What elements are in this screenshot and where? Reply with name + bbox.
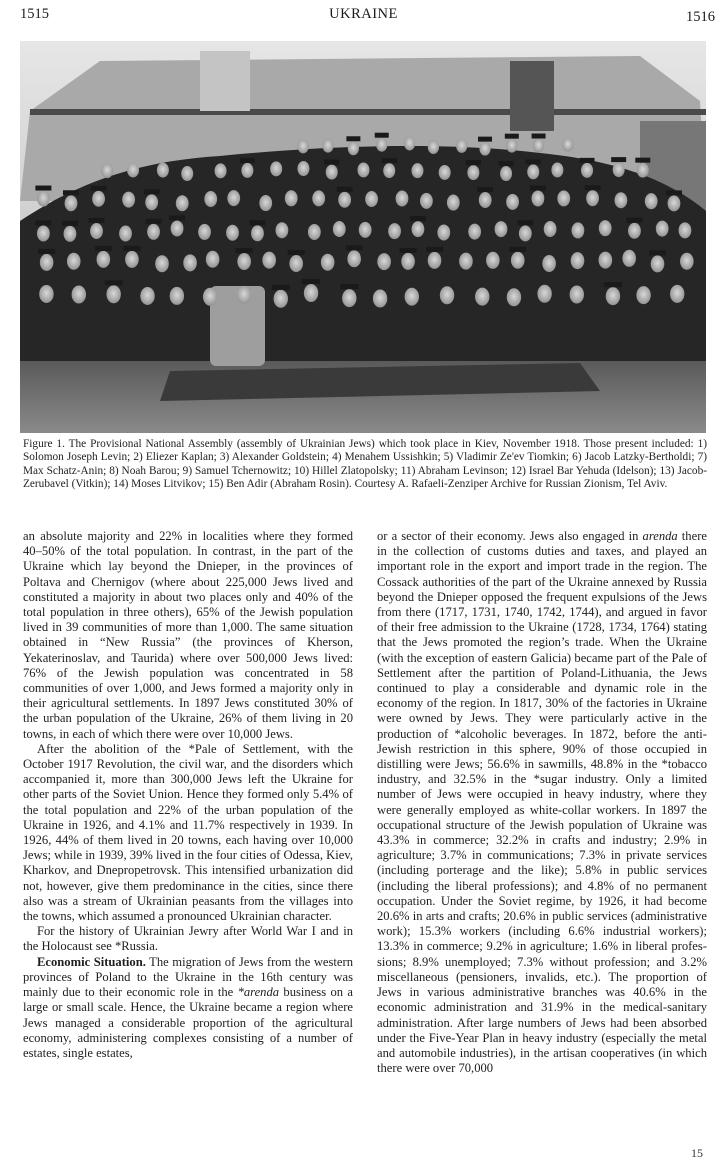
face: [428, 140, 439, 154]
face: [479, 142, 490, 156]
text-column-right: [377, 529, 707, 1076]
face: [551, 162, 563, 177]
hat: [426, 247, 443, 252]
face: [147, 224, 160, 240]
face: [396, 191, 409, 207]
face: [226, 225, 239, 241]
face: [557, 190, 570, 206]
face: [72, 285, 86, 303]
face: [377, 253, 391, 270]
hat: [478, 137, 492, 142]
face: [312, 190, 325, 206]
face: [365, 191, 378, 207]
hat: [123, 246, 140, 251]
text-column-left: [23, 529, 353, 1061]
face: [373, 289, 387, 307]
hat: [604, 282, 622, 287]
face: [37, 191, 50, 207]
paragraph-economic-situation: [23, 955, 353, 1061]
face: [326, 165, 338, 180]
face: [411, 163, 423, 178]
face: [475, 288, 489, 306]
hat: [272, 285, 290, 290]
hat: [288, 250, 305, 255]
face: [570, 286, 584, 304]
face: [656, 221, 669, 237]
running-title: UKRAINE: [329, 6, 398, 22]
face: [519, 225, 532, 241]
hat: [410, 216, 426, 221]
face: [645, 193, 658, 209]
paragraph: an absolute majority and 22% in localities where they formed 40–50% of the total population. In contrast, in the part of the Ukraine which lay beyond the Dnieper, in the provinces of Poltava and Chernigov (where about 225,000 Jews lived and constituted a majority in about two places only and 40% of the total population in three others), 65% of the Jewish population lived in 39 communities of more than 1,000. The same situation obtained in “New Russia” (the provinces of Kherson, Yekaterinoslav, and Taurida) where over 500,000 Jews lived: 76% of the Jewish population was concentrated in 58 communities of over 1,000, and Jews formed a majority only in their agricultural settlements. In 1897 Jews constituted 30% of the urban population of the Ukraine, 26% of them living in 20 towns, in each of which there were over 10,000 Jews.: [23, 529, 353, 741]
face: [456, 139, 467, 153]
face: [599, 220, 612, 236]
face: [468, 224, 481, 240]
face: [274, 290, 288, 308]
hat: [340, 284, 358, 289]
face: [401, 253, 415, 270]
hat: [530, 185, 546, 190]
hat: [517, 220, 533, 225]
italic-term: *arenda: [237, 985, 280, 1000]
face: [437, 224, 450, 240]
face: [298, 139, 309, 153]
face: [92, 191, 105, 207]
face: [614, 192, 627, 208]
hat: [346, 136, 360, 141]
face: [145, 194, 158, 210]
face: [500, 166, 512, 181]
face: [606, 287, 620, 305]
face: [308, 224, 321, 240]
hat: [526, 159, 541, 164]
face: [637, 163, 649, 178]
face: [90, 223, 103, 239]
face: [412, 221, 425, 237]
face: [297, 161, 309, 176]
hat: [337, 187, 353, 192]
face: [289, 255, 303, 272]
face: [65, 195, 78, 211]
face: [447, 195, 460, 211]
face: [651, 255, 665, 272]
face: [157, 163, 169, 178]
hat: [505, 134, 519, 139]
face: [440, 286, 454, 304]
face: [532, 190, 545, 206]
face: [613, 162, 625, 177]
face: [127, 162, 139, 177]
hat: [532, 134, 546, 139]
hat: [324, 160, 339, 165]
text-run: or a sector of their economy. Jews also engaged in: [377, 529, 643, 543]
hat: [666, 190, 682, 195]
face: [495, 221, 508, 237]
face: [215, 163, 227, 178]
hat: [400, 248, 417, 253]
face: [155, 255, 169, 272]
hat: [62, 221, 78, 226]
face: [670, 285, 684, 303]
face: [259, 195, 272, 211]
face: [40, 254, 54, 271]
text-run: business on a large or small scale. Hence, the Ukraine became a region where Jews managed a considerable proportion of the agricultural economy, administering complexes consisting of a number of estates, single estates,: [23, 985, 353, 1060]
hat: [375, 133, 389, 138]
face: [206, 251, 220, 268]
hat: [477, 187, 493, 192]
hat: [585, 185, 601, 190]
hat: [35, 186, 51, 191]
face: [183, 254, 197, 271]
hat: [236, 248, 253, 253]
text-run: there in the collection of customs duties and taxes, and played an important role in the export and import trade in the region. The Cossack authorities of the part of the Ukraine annexed by Russia beyond the Dnieper opposed the frequent expulsions of the Jews from there (1717, 1731, 1740, 1742, 1744), and argued in favor of their free admission to the Ukraine (1728, 1734, 1764) stating that the Jews promoted the region’s trade. When the Ukraine (with the exception of eastern Galicia) became part of the Pale of Settlement after the partition of Poland-Lithuania, the Jews continued to play a considerable and dynamic role in the economy of the region. In 1817, 30% of the factories in Ukraine were owned by Jews. They were particularly active in the production of *alcoholic beverages. In 1872, before the anti-Jewish restriction in this sphere, 90% of those occupied in distilling were Jews; 56.6% in sawmills, 48.8% in the *tobacco industry, and 32.5% in the *sugar industry. Only a limited number of Jews were occupied in heavy industry, where they were generally employed as white-collar workers. In 1897 the occupational structure of the Jewish population of Ukraine was 43.3% in commerce; 32.2% in crafts and industry; 2.9% in agriculture; 3.7% in communications; 7.3% in private services (including porterage and the like); 5.8% in public services (including the liberal professions); and 4.8% of no permanent occupation. Under the Soviet regime, by 1926, it had become 20.6% in arts and crafts; 20.6% in public services (administrative work); 15.3% workers (including 6.6% industrial workers); 13.3% in commerce; 9.2% in agriculture; 1.6% in liberal professions; 8.9% unemployed; 7.3% without profession; and 3.2% miscellaneous (pensioners, invalids, etc.). The proportion of Jews in various administrative branches was 40.6% in the economic administration and 31.9% in the medical-sanitary administration. After large numbers of Jews had been absorbed under the Five-Year Plan in heavy industry (especially the metal and automobile industries), in the artisan cooperatives (in which there were over 70,000: [377, 529, 707, 1076]
hat: [382, 158, 397, 163]
hat: [635, 158, 650, 163]
face: [459, 253, 473, 270]
hat: [626, 218, 642, 223]
photo-illustration: [20, 41, 706, 433]
face: [506, 194, 519, 210]
hat: [249, 220, 265, 225]
face: [533, 139, 544, 153]
face: [404, 136, 415, 150]
face: [581, 163, 593, 178]
hat: [649, 250, 666, 255]
face: [506, 139, 517, 153]
face: [359, 222, 372, 238]
face: [270, 161, 282, 176]
face: [237, 253, 251, 270]
folio-number: 15: [691, 1146, 703, 1160]
paragraph: For the history of Ukrainian Jewry after World War I and in the Holocaust see *Russia.: [23, 924, 353, 954]
hat: [466, 160, 481, 165]
face: [680, 253, 694, 270]
face: [122, 192, 135, 208]
face: [527, 164, 539, 179]
hat: [611, 157, 626, 162]
hat: [580, 158, 595, 163]
face: [106, 285, 120, 303]
face: [342, 289, 356, 307]
assembly-photograph: [20, 41, 706, 433]
face: [170, 287, 184, 305]
face: [64, 226, 77, 242]
face: [511, 252, 525, 269]
hat: [146, 219, 162, 224]
hat: [346, 245, 363, 250]
face: [251, 225, 264, 241]
face: [571, 252, 585, 269]
face: [348, 141, 359, 155]
paragraph: [377, 529, 707, 1076]
face: [321, 254, 335, 271]
face: [507, 288, 521, 306]
face: [140, 287, 154, 305]
hat: [105, 280, 123, 285]
face: [276, 222, 289, 238]
face: [586, 190, 599, 206]
face: [171, 220, 184, 236]
face: [636, 286, 650, 304]
page-number-left: 1515: [20, 6, 49, 22]
paragraph: After the abolition of the *Pale of Settlement, with the October 1917 Revolution, the civil war, and the disorders which accompanied it, more than 300,000 Jews left the Ukraine for other parts of the Soviet Union. Hence they formed only 5.4% of the total population and 22% of the urban population of the Ukraine in 1926, and 4.1% and 11.7% respectively in 1939. In 1926, 44% of them lived in 20 towns, each having over 10,000 Jews; while in 1939, 39% lived in the four cities of Odessa, Kiev, Kharkov, and Dnepropetrovsk. This intensified urbanization did not, however, give them predominance in the cities, since there also was a stream of Ukrainian peasants from the villages into the towns, which assumed a pronounced Ukrainian character.: [23, 741, 353, 924]
italic-term: arenda: [642, 529, 678, 543]
hat: [88, 218, 104, 223]
face: [542, 255, 556, 272]
face: [376, 138, 387, 152]
section-heading: Economic Situation.: [37, 954, 146, 969]
face: [333, 221, 346, 237]
face: [39, 285, 53, 303]
face: [203, 288, 217, 306]
face: [562, 138, 573, 152]
face: [420, 193, 433, 209]
face: [204, 191, 217, 207]
face: [622, 250, 636, 267]
face: [628, 223, 641, 239]
hat: [240, 158, 255, 163]
face: [97, 251, 111, 268]
figure-caption: Figure 1. The Provisional National Assembly (assembly of Ukrainian Jews) which took place in Kiev, November 1918. Those present included: 1) Solomon Joseph Levin; 2) Eliezer Kaplan; 3) Alexander Goldstein; 4) Menahem Ussishkin; 5) Vladimir Ze'ev Tiomkin; 6) Jacob Latzky-Bertholdi; 7) Max Schatz-Anin; 8) Noah Barou; 9) Samuel Tchernowitz; 10) Hillel Zlatopolsky; 11) Abraham Levinson; 12) Israel Bar Yehuda (Idelson); 13) Jacob-Zerubavel (Vitkin); 14) Moses Litvikov; 15) Ben Adir (Abraham Rosin). Courtesy A. Rafaeli-Zenziper Archive for Russian Zionism, Tel Aviv.: [23, 438, 707, 490]
face: [338, 192, 351, 208]
hat: [38, 249, 55, 254]
face: [599, 252, 613, 269]
running-head: [0, 4, 727, 26]
face: [405, 288, 419, 306]
face: [125, 251, 139, 268]
hat: [63, 190, 79, 195]
page-number-right: 1516: [686, 9, 715, 25]
hat: [91, 186, 107, 191]
hat: [509, 247, 526, 252]
face: [544, 221, 557, 237]
face: [486, 252, 500, 269]
face: [668, 195, 681, 211]
face: [428, 252, 442, 269]
hat: [35, 220, 51, 225]
hat: [95, 246, 112, 251]
hat: [499, 161, 514, 166]
face: [439, 165, 451, 180]
face: [227, 190, 240, 206]
face: [479, 192, 492, 208]
face: [181, 166, 193, 181]
face: [241, 163, 253, 178]
face: [176, 195, 189, 211]
face: [262, 252, 276, 269]
face: [237, 286, 251, 304]
face: [679, 222, 692, 238]
face: [572, 222, 585, 238]
hat: [302, 279, 320, 284]
face: [198, 224, 211, 240]
face: [304, 284, 318, 302]
hat: [144, 189, 160, 194]
face: [285, 190, 298, 206]
hat: [169, 215, 185, 220]
face: [383, 163, 395, 178]
face: [467, 165, 479, 180]
face: [37, 225, 50, 241]
face: [357, 162, 369, 177]
face: [388, 223, 401, 239]
face: [119, 225, 132, 241]
face: [537, 285, 551, 303]
text-run: The migration of Jews from the western provinces of Poland to the Ukraine in the 16th century was mainly due to their economic role in the: [23, 954, 353, 1000]
face: [322, 139, 333, 153]
face: [101, 163, 113, 178]
face: [347, 250, 361, 267]
face: [67, 253, 81, 270]
